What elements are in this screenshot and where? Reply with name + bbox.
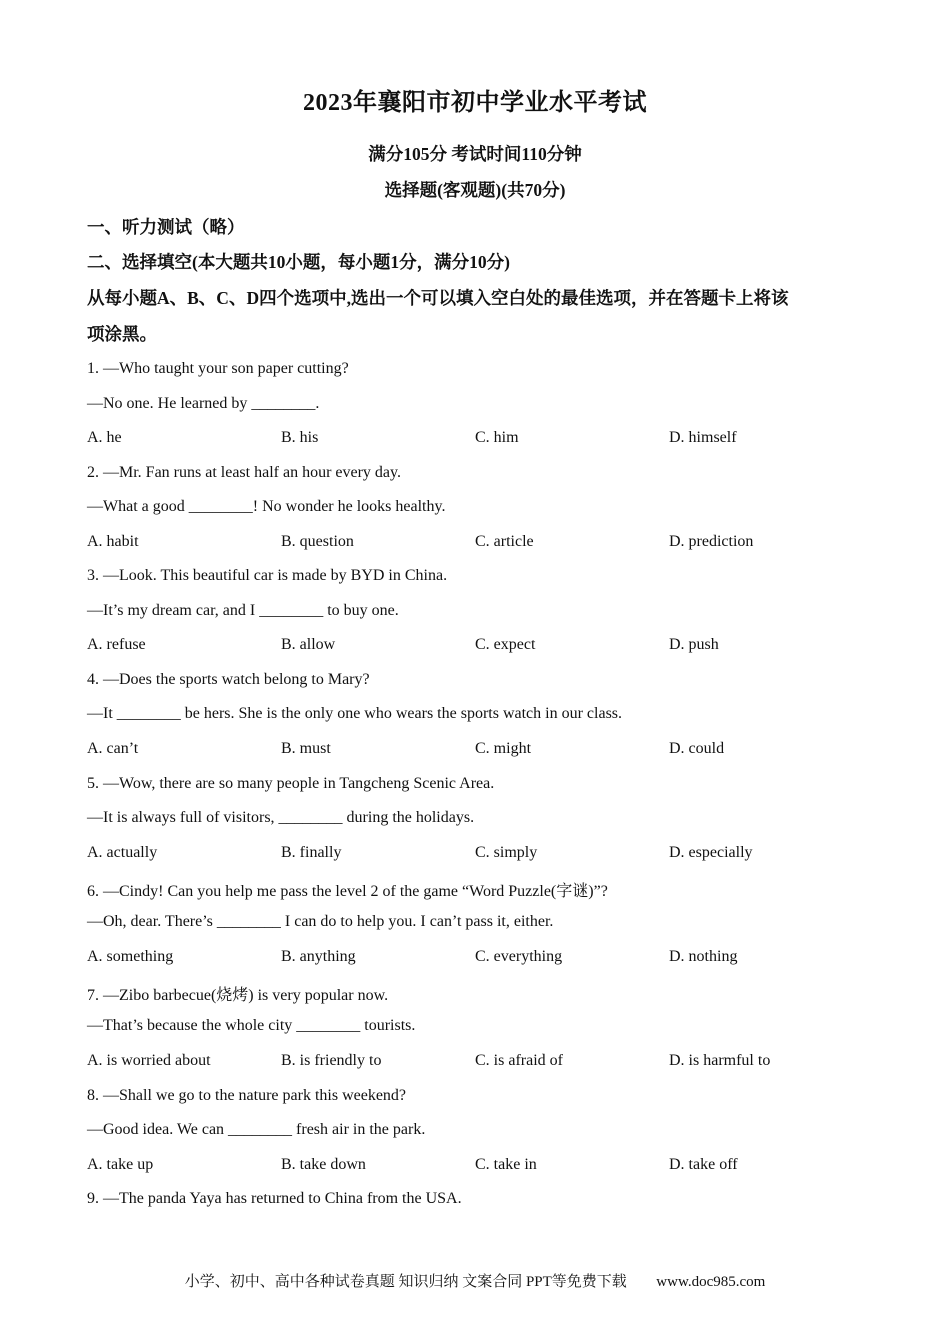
question-4-prompt: 4. —Does the sports watch belong to Mary? (87, 671, 370, 688)
score-time: 满分105分 考试时间110分钟 (368, 144, 582, 164)
question-5-option-d: D. especially (669, 844, 753, 861)
question-2-option-d: D. prediction (669, 533, 754, 550)
question-6-option-a: A. something (87, 948, 174, 965)
page-footer (0, 1270, 950, 1291)
question-1-prompt: 1. —Who taught your son paper cutting? (87, 360, 349, 377)
question-5-option-c: C. simply (475, 844, 538, 861)
question-3-prompt: 3. —Look. This beautiful car is made by BYD in China. (87, 567, 448, 584)
question-2-prompt: 2. —Mr. Fan runs at least half an hour every day. (87, 464, 401, 481)
question-1-reply: —No one. He learned by ________. (87, 395, 320, 412)
question-3-option-b: B. allow (281, 636, 336, 653)
question-3-reply: —It’s my dream car, and I ________ to buy one. (87, 602, 399, 619)
question-8-prompt: 8. —Shall we go to the nature park this weekend? (87, 1087, 407, 1104)
question-7-option-c: C. is afraid of (475, 1052, 563, 1069)
question-3-option-c: C. expect (475, 636, 536, 653)
question-2-option-a: A. habit (87, 533, 139, 550)
section-label: 选择题(客观题)(共70分) (384, 180, 566, 200)
question-3-option-a: A. refuse (87, 636, 146, 653)
instruction-line-1: 从每小题A、B、C、D四个选项中,选出一个可以填入空白处的最佳选项，并在答题卡上将该 (87, 288, 789, 308)
question-3-option-d: D. push (669, 636, 719, 653)
question-6-option-c: C. everything (475, 948, 563, 965)
footer-text: 小学、初中、高中各种试卷真题 知识归纳 文案合同 PPT等免费下载 (184, 1274, 627, 1290)
question-1-option-d: D. himself (669, 429, 737, 446)
question-9-prompt: 9. —The panda Yaya has returned to China from the USA. (87, 1190, 462, 1207)
question-8-reply: —Good idea. We can ________ fresh air in the park. (87, 1121, 426, 1138)
question-4-reply: —It ________ be hers. She is the only one who wears the sports watch in our class. (87, 705, 623, 722)
question-7-option-d: D. is harmful to (669, 1052, 771, 1069)
footer-url-link[interactable]: www.doc985.com (656, 1274, 766, 1290)
exam-title: 2023年襄阳市初中学业水平考试 (303, 90, 647, 116)
question-5-prompt: 5. —Wow, there are so many people in Tangcheng Scenic Area. (87, 775, 495, 792)
question-1-option-b: B. his (281, 429, 319, 446)
question-6-prompt: 6. —Cindy! Can you help me pass the level 2 of the game “Word Puzzle(字谜)”? (87, 883, 608, 900)
part1-heading: 一、听力测试（略） (87, 217, 245, 237)
question-5-reply: —It is always full of visitors, ________ during the holidays. (87, 809, 475, 826)
question-8-option-d: D. take off (669, 1156, 738, 1173)
question-4-option-c: C. might (475, 740, 532, 757)
question-8-option-c: C. take in (475, 1156, 537, 1173)
question-4-option-d: D. could (669, 740, 725, 757)
question-8-option-a: A. take up (87, 1156, 154, 1173)
question-7-prompt: 7. —Zibo barbecue(烧烤) is very popular now. (87, 987, 389, 1004)
instruction-line-2: 项涂黑。 (87, 324, 157, 344)
question-5-option-b: B. finally (281, 844, 342, 861)
question-7-option-b: B. is friendly to (281, 1052, 382, 1069)
question-7-option-a: A. is worried about (87, 1052, 211, 1069)
question-2-reply: —What a good ________! No wonder he looks healthy. (87, 498, 446, 515)
question-6-option-b: B. anything (281, 948, 356, 965)
question-2-option-b: B. question (281, 533, 354, 550)
question-4-option-a: A. can’t (87, 740, 139, 757)
question-6-reply: —Oh, dear. There’s ________ I can do to help you. I can’t pass it, either. (87, 913, 554, 930)
question-7-reply: —That’s because the whole city ________ tourists. (87, 1017, 416, 1034)
question-5-option-a: A. actually (87, 844, 158, 861)
part2-heading: 二、选择填空(本大题共10小题，每小题1分，满分10分) (87, 252, 510, 272)
question-1-option-c: C. him (475, 429, 519, 446)
question-6-option-d: D. nothing (669, 948, 738, 965)
question-8-option-b: B. take down (281, 1156, 366, 1173)
question-4-option-b: B. must (281, 740, 331, 757)
question-1-option-a: A. he (87, 429, 122, 446)
question-2-option-c: C. article (475, 533, 534, 550)
